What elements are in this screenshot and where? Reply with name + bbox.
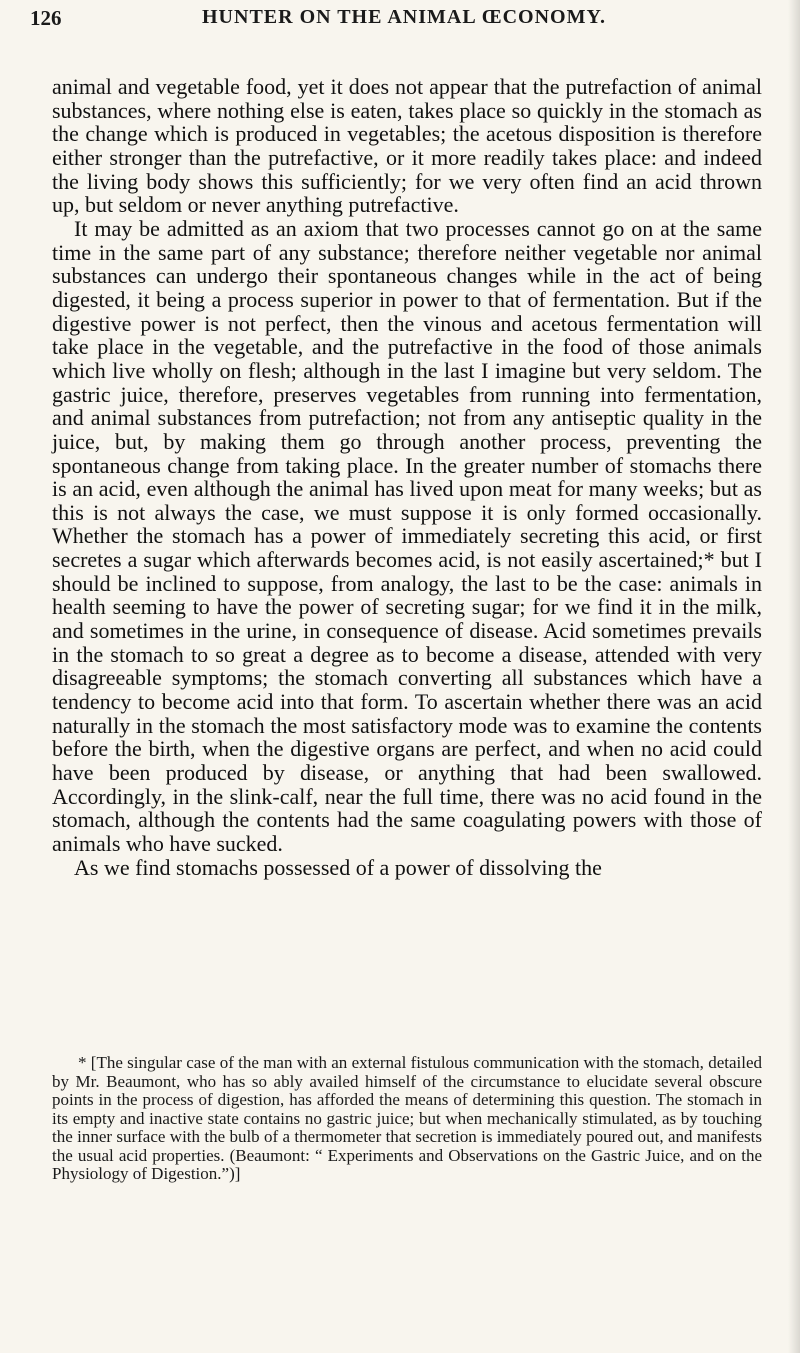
paragraph-2: It may be admitted as an axiom that two processes cannot go on at the same time in the same part of any substance; therefore neither vegetable nor animal substances can undergo their spontaneous changes while in the act of being digested, it being a process superior in power to that of fermentation. But if the digestive power is not perfect, then the vinous and acetous fermentation will take place in the vegetable, and the putrefactive in the food of those animals which live wholly on flesh; although in the last I imagine but very seldom. The gastric juice, therefore, preserves vegetables from running into fermentation, and animal substances from putrefaction; not from any antiseptic quality in the juice, but, by making them go through another process, preventing the spontaneous change from taking place. In the greater number of stomachs there is an acid, even although the animal has lived upon meat for many weeks; but as this is not always the case, we must suppose it is only formed occasionally. Whether the stomach has a power of immediately secreting this acid, or first secretes a sugar which afterwards becomes acid, is not easily ascertained;* but I should be inclined to suppose, from analogy, the last to be the case: animals in health seeming to have the power of secreting sugar; for we find it in the milk, and sometimes in the urine, in consequence of disease. Acid sometimes prevails in the stomach to so great a degree as to become a disease, attended with very disagreeable symptoms; the stomach converting all substances which have a tendency to become acid into that form. To ascertain whether there was an acid naturally in the stomach the most satisfactory mode was to examine the contents before the birth, when the digestive organs are perfect, and when no acid could have been produced by disease, or anything that had been swallowed. Accordingly, in the slink-calf, near the full time, there was no acid found in the stomach, although the contents had the same coagulating powers with those of animals who have sucked. bbox=[52, 215, 762, 856]
paragraph-1: animal and vegetable food, yet it does not appear that the putrefaction of animal substances, where nothing else is eaten, takes place so quickly in the stomach as the change which is produced in vegetables; the acetous disposition is therefore either stronger than the putrefactive, or it more readily takes place: and indeed the living body shows this sufficiently; for we very often find an acid thrown up, but seldom or never anything putrefactive. bbox=[52, 74, 762, 218]
footnote bbox=[52, 1054, 762, 1184]
paragraph-3: As we find stomachs possessed of a power of dissolving the bbox=[74, 854, 602, 880]
footnote-marker: * bbox=[78, 1053, 87, 1072]
running-head: HUNTER ON THE ANIMAL ŒCONOMY. bbox=[202, 6, 607, 28]
footnote-text: [The singular case of the man with an external fistulous communication with the stomach, detailed by Mr. Beaumont, who has so ably availed himself of the circumstance to elucidate several obscure points in the process of digestion, has afforded the means of determining this question. The stomach in its empty and inactive state contains no gastric juice; but when mechanically stimulated, as by touching the inner surface with the bulb of a thermometer that secretion is immediately poured out, and manifests the usual acid properties. (Beaumont: “ Experiments and Observations on the Gastric Juice, and on the Physiology of Digestion.”)] bbox=[52, 1053, 762, 1183]
page-header bbox=[30, 6, 750, 32]
page-edge-shadow bbox=[788, 0, 800, 1353]
page-number: 126 bbox=[30, 6, 62, 30]
body-text bbox=[52, 75, 762, 879]
